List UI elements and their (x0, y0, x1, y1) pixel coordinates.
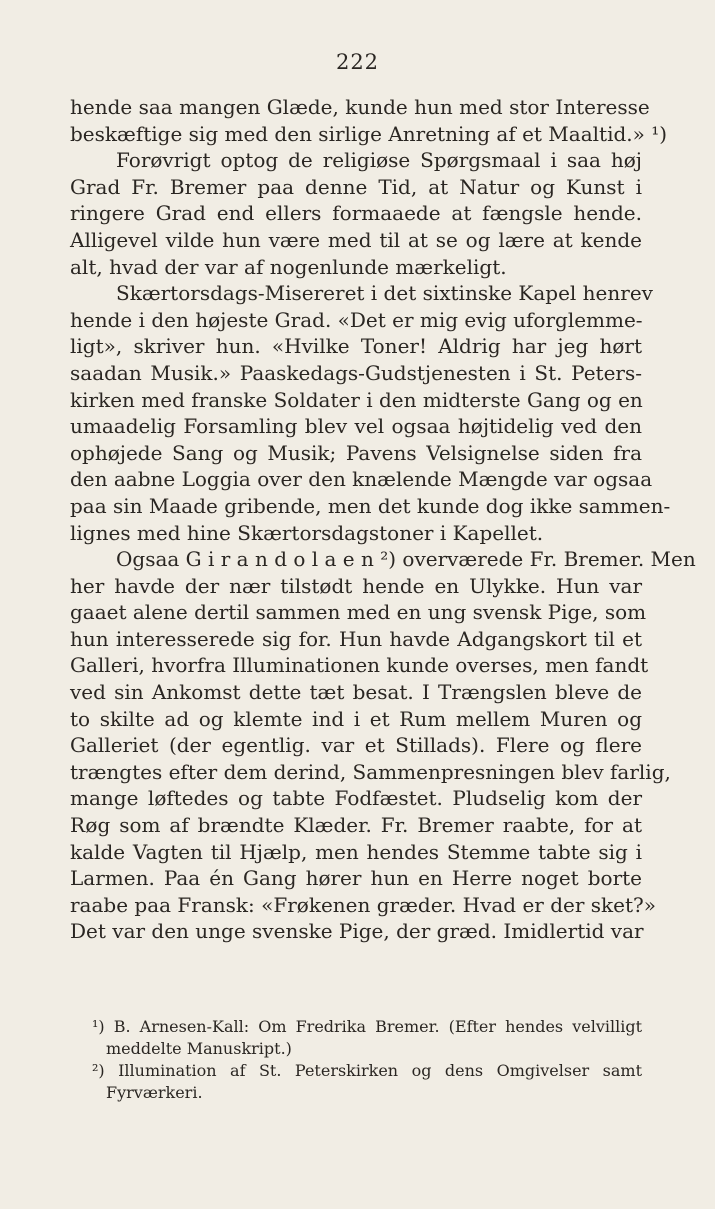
text-line: paa sin Maade gribende, men det kunde dog ikke sammen- (70, 493, 671, 518)
footnote-line: Fyrværkeri. (106, 1083, 203, 1102)
text-line: trængtes efter dem derind, Sammenpresningen blev farlig, (70, 759, 671, 784)
text-line: ved sin Ankomst dette tæt besat. I Trængslen bleve de (70, 680, 642, 705)
text-line: hun interesserede sig for. Hun havde Adgangskort til et (70, 626, 642, 651)
footnote-line: meddelte Manuskript.) (106, 1039, 292, 1058)
paper-speck (672, 700, 678, 706)
body-text (70, 94, 696, 945)
text-line: hende saa mangen Glæde, kunde hun med stor Interesse (70, 95, 650, 119)
footnote-line: ²) Illumination af St. Peterskirken og dens Omgivelser samt (92, 1061, 642, 1080)
text-line: alt, hvad der var af nogenlunde mærkeligt. (70, 254, 507, 279)
footnotes (70, 1016, 642, 1104)
text-line: Det var den unge svenske Pige, der græd. Imidlertid var (70, 919, 644, 944)
text-line: Grad Fr. Bremer paa denne Tid, at Natur og Kunst i (70, 174, 642, 199)
text-line: lignes med hine Skærtorsdagstoner i Kapellet. (70, 520, 544, 545)
text-line: Ogsaa G i r a n d o l a e n ²) overværede Fr. Bremer. Men (116, 547, 696, 572)
text-line: ligt», skriver hun. «Hvilke Toner! Aldrig har jeg hørt (70, 334, 642, 359)
text-line: mange løftedes og tabte Fodfæstet. Pludselig kom der (70, 786, 642, 811)
text-line: raabe paa Fransk: «Frøkenen græder. Hvad er der sket?» (70, 892, 656, 917)
text-line: Forøvrigt optog de religiøse Spørgsmaal i saa høj (116, 148, 642, 173)
text-line: saadan Musik.» Paaskedags-Gudstjenesten i St. Peters- (70, 360, 642, 385)
text-line: Skærtorsdags-Misereret i det sixtinske Kapel henrev (116, 281, 653, 306)
text-line: den aabne Loggia over den knælende Mængde var ogsaa (70, 467, 653, 492)
text-line: ringere Grad end ellers formaaede at fængsle hende. (70, 201, 642, 226)
footnote-line: ¹) B. Arnesen-Kall: Om Fredrika Bremer. (Efter hendes velvilligt (92, 1017, 642, 1036)
text-line: umaadelig Forsamling blev vel ogsaa højtidelig ved den (70, 414, 642, 439)
text-line: ophøjede Sang og Musik; Pavens Velsignelse siden fra (70, 440, 642, 465)
text-line: hende i den højeste Grad. «Det er mig evig uforglemme- (70, 307, 643, 332)
text-line: Alligevel vilde hun være med til at se og lære at kende (70, 227, 642, 252)
text-line: her havde der nær tilstødt hende en Ulykke. Hun var (70, 573, 642, 598)
text-line: kirken med franske Soldater i den midterste Gang og en (70, 387, 643, 412)
text-line: Røg som af brændte Klæder. Fr. Bremer raabte, for at (70, 813, 642, 838)
text-line: to skilte ad og klemte ind i et Rum mellem Muren og (70, 706, 642, 731)
text-line: Galleri, hvorfra Illuminationen kunde overses, men fandt (70, 653, 649, 678)
page-number: 222 (335, 50, 380, 74)
text-line: Larmen. Paa én Gang hører hun en Herre noget borte (70, 866, 642, 891)
text-line: gaaet alene dertil sammen med en ung svensk Pige, som (70, 600, 647, 625)
text-line: Galleriet (der egentlig. var et Stillads). Flere og flere (70, 733, 642, 758)
text-line: kalde Vagten til Hjælp, men hendes Stemme tabte sig i (70, 839, 642, 864)
text-line: beskæftige sig med den sirlige Anretning af et Maaltid.» ¹) (70, 121, 668, 146)
